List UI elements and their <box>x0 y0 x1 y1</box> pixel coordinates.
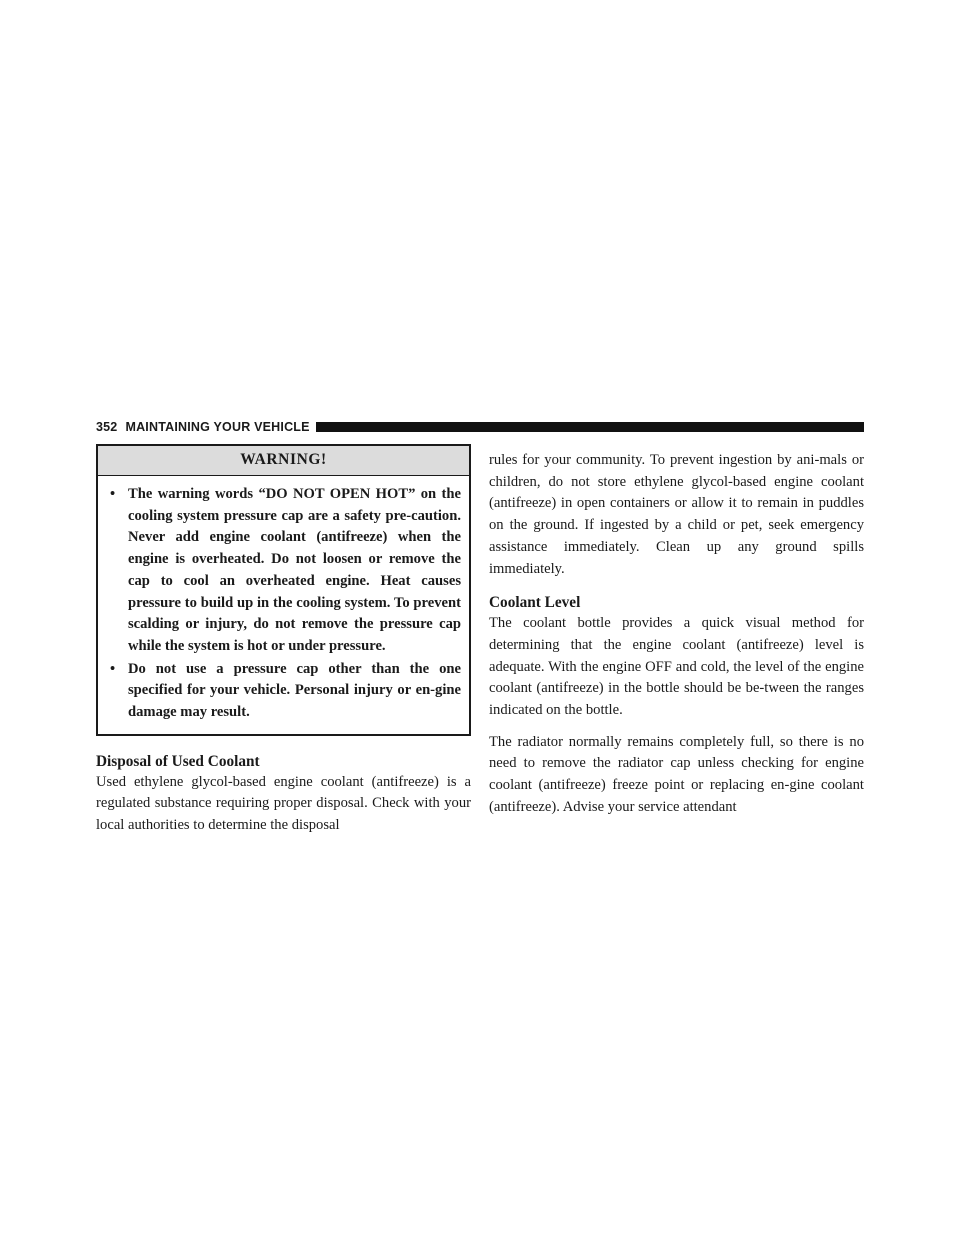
page-header <box>96 418 864 436</box>
disposal-paragraph: Used ethylene glycol-based engine coolant (antifreeze) is a regulated substance requiring proper disposal. Check with your local authorities to determine the disposal <box>96 773 471 834</box>
warning-item <box>106 659 461 724</box>
section-title: MAINTAINING YOUR VEHICLE <box>125 420 310 434</box>
bullet-icon: • <box>110 660 116 677</box>
radiator-paragraph: The radiator normally remains completely full, so there is no need to remove the radiator cap unless checking for engine coolant (antifreeze) freeze point or replacing en-gine coolant (antifreeze). Advise your service attendant <box>489 733 864 815</box>
warning-title: WARNING! <box>98 446 469 476</box>
coolant-level-heading: Coolant Level <box>489 594 581 612</box>
disposal-paragraph-continued: rules for your community. To prevent ingestion by ani-mals or children, do not store ethylene glycol-based engine coolant (antifreeze) in open containers or allow it to remain in puddles on the ground. If ingested by a child or pet, seek emergency assistance immediately. Clean up any ground spills immediately. <box>489 452 864 577</box>
warning-item <box>106 484 461 658</box>
disposal-heading: Disposal of Used Coolant <box>96 752 260 770</box>
warning-list <box>98 476 469 734</box>
warning-item-text: Do not use a pressure cap other than the one specified for your vehicle. Personal injury or en-gine damage may result. <box>128 660 461 721</box>
header-rule <box>316 422 864 432</box>
right-column <box>489 450 864 819</box>
coolant-level-paragraph: The coolant bottle provides a quick visual method for determining that the engine coolant (antifreeze) level is adequate. With the engine OFF and cold, the level of the engine coolant (antifreeze) in the bottle should be be-tween the ranges indicated on the bottle. <box>489 615 864 719</box>
warning-box <box>96 444 471 736</box>
warning-item-text: The warning words “DO NOT OPEN HOT” on the cooling system pressure cap are a safety pre-caution. Never add engine coolant (antifreeze) when the engine is overheated. Do not loosen or remove the cap to cool an overheated engine. Heat causes pressure to build up in the cooling system. To prevent scalding or injury, do not remove the pressure cap while the system is hot or under pressure. <box>128 486 461 654</box>
page-number: 352 <box>96 420 118 434</box>
bullet-icon: • <box>110 486 116 502</box>
left-column <box>96 444 471 837</box>
